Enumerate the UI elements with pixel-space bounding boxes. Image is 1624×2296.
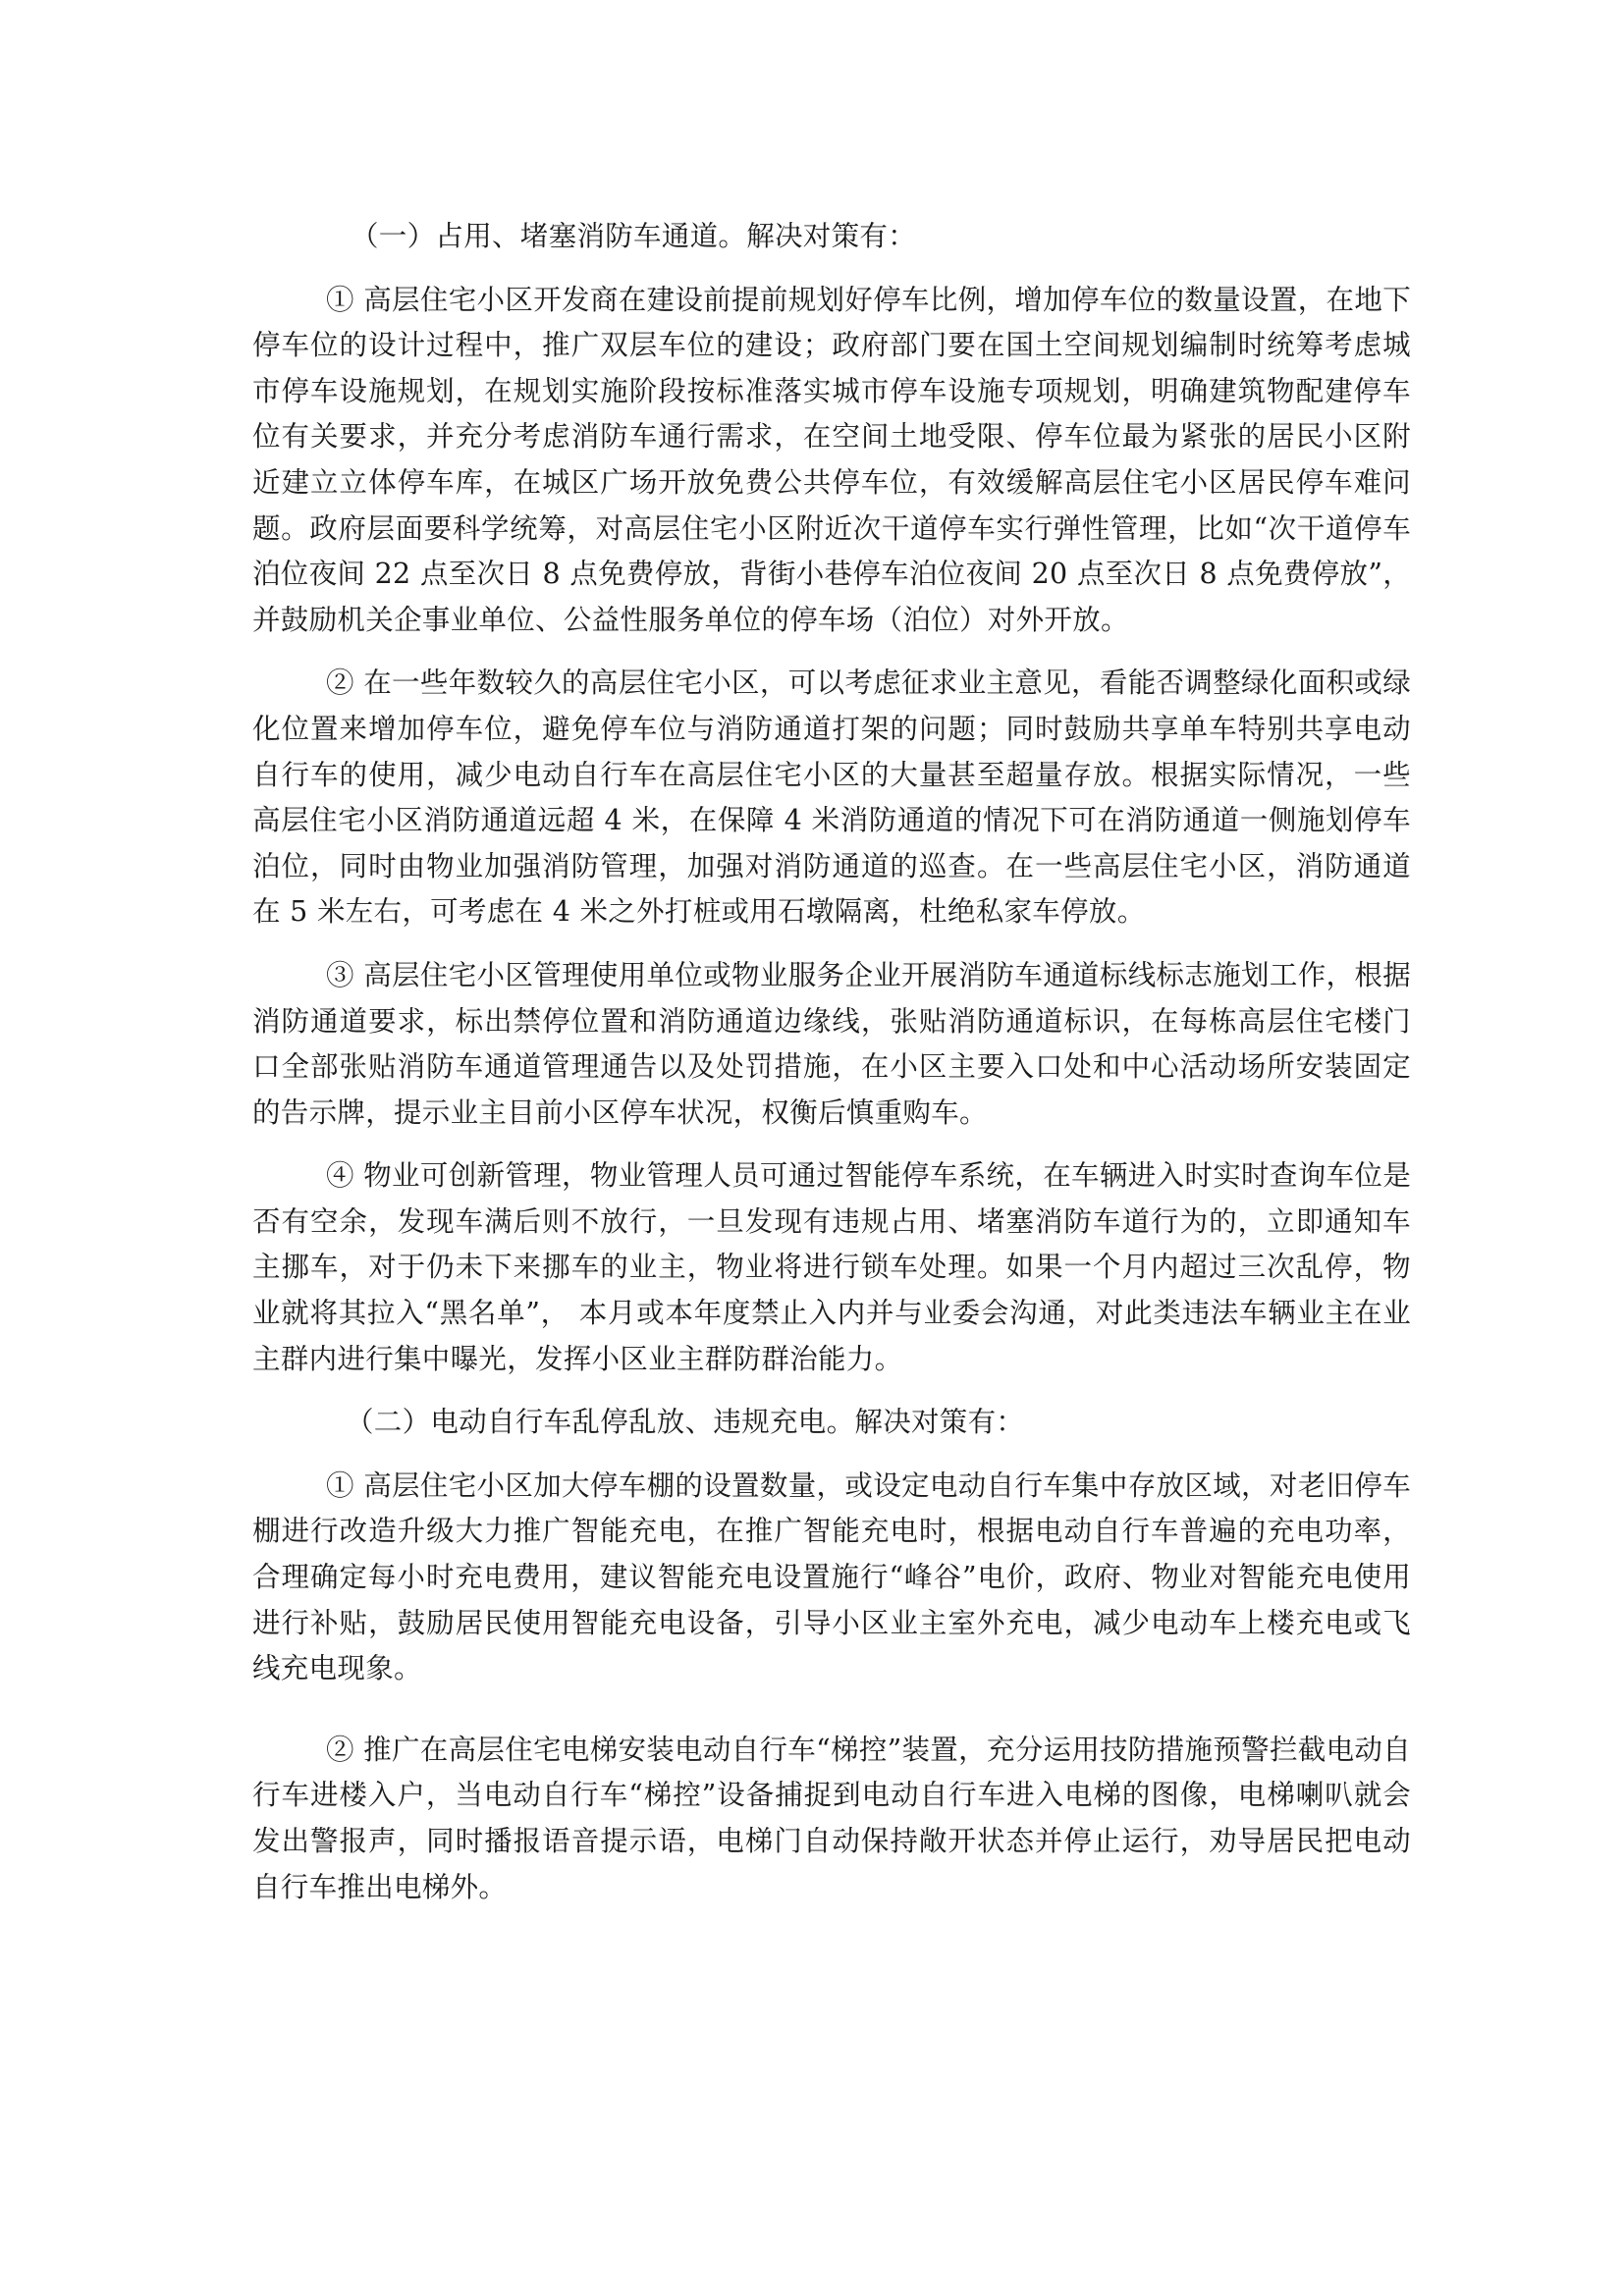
section-2-paragraph-2: ② 推广在高层住宅电梯安装电动自行车“梯控”装置，充分运用技防措施预警拦截电动自行车进楼入户，当电动自行车“梯控”设备捕捉到电动自行车进入电梯的图像，电梯喇叭就会发出警报声，同时播报语音提示语，电梯门自动保持敞开状态并停止运行，劝导居民把电动自行车推出电梯外。 [252, 1733, 1411, 1903]
section-1-paragraph-2: ② 在一些年数较久的高层住宅小区，可以考虑征求业主意见，看能否调整绿化面积或绿化位置来增加停车位，避免停车位与消防通道打架的问题；同时鼓励共享单车特别共享电动自行车的使用，减少电动自行车在高层住宅小区的大量甚至超量存放。根据实际情况，一些高层住宅小区消防通道远超 4 米，在保障 4 米消防通道的情况下可在消防通道一侧施划停车泊位，同时由物业加强消防管理，加强对消防通道的巡查。在一些高层住宅小区，消防通道在 5 米左右，可考虑在 4 米之外打桩或用石墩隔离，杜绝私家车停放。 [252, 667, 1411, 929]
section-2-heading: （二）电动自行车乱停乱放、违规充电。解决对策有： [346, 1406, 1025, 1439]
section-2-paragraph-1: ① 高层住宅小区加大停车棚的设置数量，或设定电动自行车集中存放区域，对老旧停车棚进行改造升级大力推广智能充电，在推广智能充电时，根据电动自行车普遍的充电功率，合理确定每小时充电费用，建议智能充电设置施行“峰谷”电价，政府、物业对智能充电使用进行补贴，鼓励居民使用智能充电设备，引导小区业主室外充电，减少电动车上楼充电或飞线充电现象。 [252, 1468, 1411, 1685]
section-1-paragraph-1: ① 高层住宅小区开发商在建设前提前规划好停车比例，增加停车位的数量设置，在地下停车位的设计过程中，推广双层车位的建设；政府部门要在国土空间规划编制时统筹考虑城市停车设施规划，在规划实施阶段按标准落实城市停车设施专项规划，明确建筑物配建停车位有关要求，并充分考虑消防车通行需求，在空间土地受限、停车位最为紧张的居民小区附近建立立体停车库，在城区广场开放免费公共停车位，有效缓解高层住宅小区居民停车难问题。政府层面要科学统筹，对高层住宅小区附近次干道停车实行弹性管理，比如“次干道停车泊位夜间 22 点至次日 8 点免费停放，背街小巷停车泊位夜间 20 点至次日 8 点免费停放”，并鼓励机关企事业单位、公益性服务单位的停车场（泊位）对外开放。 [252, 283, 1411, 636]
section-1-heading: （一）占用、堵塞消防车通道。解决对策有： [351, 220, 917, 252]
section-1-paragraph-3: ③ 高层住宅小区管理使用单位或物业服务企业开展消防车通道标线标志施划工作，根据消防通道要求，标出禁停位置和消防通道边缘线，张贴消防通道标识，在每栋高层住宅楼门口全部张贴消防车通道管理通告以及处罚措施，在小区主要入口处和中心活动场所安装固定的告示牌，提示业主目前小区停车状况，权衡后慎重购车。 [252, 958, 1411, 1129]
document-body [252, 214, 1411, 1928]
section-1-paragraph-4: ④ 物业可创新管理，物业管理人员可通过智能停车系统，在车辆进入时实时查询车位是否有空余，发现车满后则不放行，一旦发现有违规占用、堵塞消防车道行为的，立即通知车主挪车，对于仍未下来挪车的业主，物业将进行锁车处理。如果一个月内超过三次乱停，物业就将其拉入“黑名单”， 本月或本年度禁止入内并与业委会沟通，对此类违法车辆业主在业主群内进行集中曝光，发挥小区业主群防群治能力。 [252, 1159, 1411, 1375]
